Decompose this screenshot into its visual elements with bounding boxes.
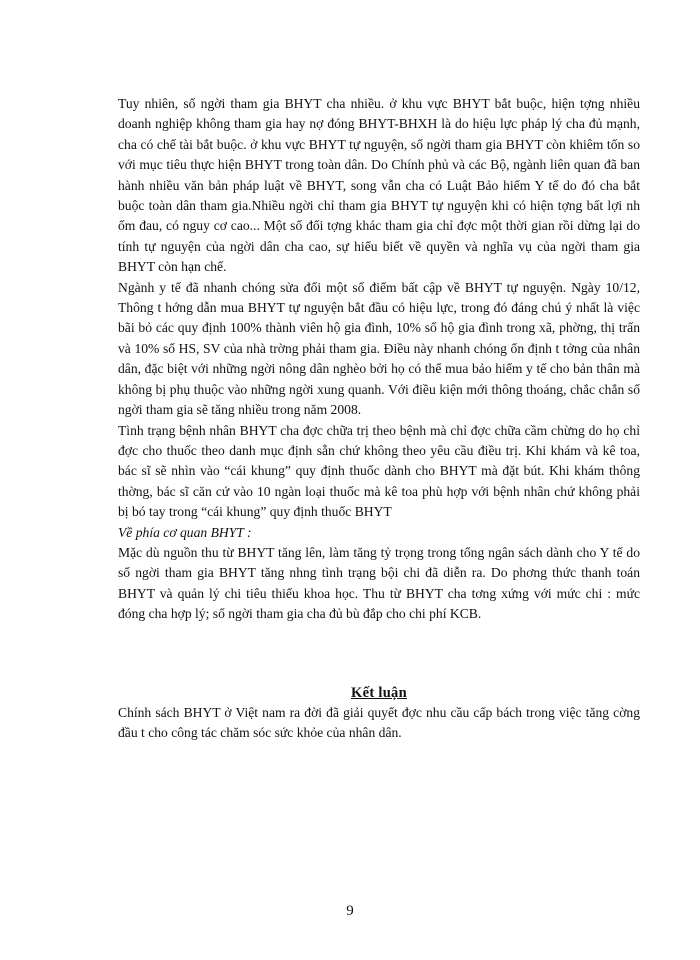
document-body	[118, 94, 640, 743]
page-number: 9	[346, 903, 354, 919]
paragraph-patient-treatment: Tình trạng bệnh nhân BHYT cha đợc chữa trị theo bệnh mà chỉ đợc chữa cầm chừng do họ chỉ đợc cho thuốc theo danh mục định sẵn chứ không theo yêu cầu điều trị. Khi khám và kê toa, bác sĩ sẽ nhìn vào “cái khung” quy định thuốc dành cho BHYT mà đặt bút. Khi khám thông thờng, bác sĩ căn cứ vào 10 ngàn loại thuốc mà kê toa phù hợp với bệnh nhân chứ không phải bị bó tay trong “cái khung” quy định thuốc BHYT	[118, 422, 640, 520]
paragraph-bhyt-agency: Mặc dù nguồn thu từ BHYT tăng lên, làm tăng tỷ trọng trong tổng ngân sách dành cho Y tế do số ngời tham gia BHYT tăng nhng tình trạng bội chi đã diễn ra. Do phơng thức thanh toán BHYT và quản lý chi tiêu thiếu khoa học. Thu từ BHYT cha tơng xứng với mức chi : mức đóng cha hợp lý; số ngời tham gia cha đủ bù đắp cho chi phí KCB.	[118, 544, 640, 622]
paragraph-participation: Tuy nhiên, số ngời tham gia BHYT cha nhiều. ở khu vực BHYT bắt buộc, hiện tợng nhiều doanh nghiệp không tham gia hay nợ đóng BHYT-BHXH là do hiệu lực pháp lý cha đủ mạnh, cha có chế tài bắt buộc. ở khu vực BHYT tự nguyện, số ngời tham gia BHYT còn khiêm tốn so với mục tiêu thực hiện BHYT trong toàn dân. Do Chính phủ và các Bộ, ngành liên quan đã ban hành nhiều văn bản pháp luật về BHYT, song vẫn cha có Luật Bảo hiểm Y tế do đó cha bắt buộc toàn dân tham gia.Nhiều ngời chỉ tham gia BHYT tự nguyện khi có hiện tợng bất lợi nh ốm đau, có nguy cơ cao... Một số đối tợng khác tham gia chỉ đợc một thời gian rồi dừng lại do tính tự nguyện của ngời dân cha cao, sự hiểu biết về quyền và nghĩa vụ của ngời tham gia BHYT còn hạn chế.	[118, 96, 640, 275]
paragraph-health-sector-changes: Ngành y tế đã nhanh chóng sửa đổi một số điểm bất cập về BHYT tự nguyện. Ngày 10/12, Thông t hớng dẫn mua BHYT tự nguyện bắt đầu có hiệu lực, trong đó đáng chú ý nhất là việc bãi bỏ các quy định 100% thành viên hộ gia đình, 10% số hộ gia đình trong xã, phờng, thị trấn và 10% số HS, SV của nhà trờng phải tham gia. Điều này nhanh chóng ổn định t tởng của nhân dân, đặc biệt với những ngời nông dân nghèo bởi họ có thể mua bảo hiểm y tế cho bản thân mà không bị phụ thuộc vào những ngời xung quanh. Với điều kiện mới thông thoáng, chắc chắn số ngời tham gia sẽ tăng nhiều trong năm 2008.	[118, 279, 640, 418]
conclusion-heading: Kết luận	[351, 684, 407, 701]
subheading-bhyt-agency: Về phía cơ quan BHYT :	[118, 524, 252, 540]
conclusion-paragraph: Chính sách BHYT ở Việt nam ra đời đã giải quyết đợc nhu cầu cấp bách trong việc tăng cờng đầu t cho công tác chăm sóc sức khỏe của nhân dân.	[118, 704, 640, 740]
